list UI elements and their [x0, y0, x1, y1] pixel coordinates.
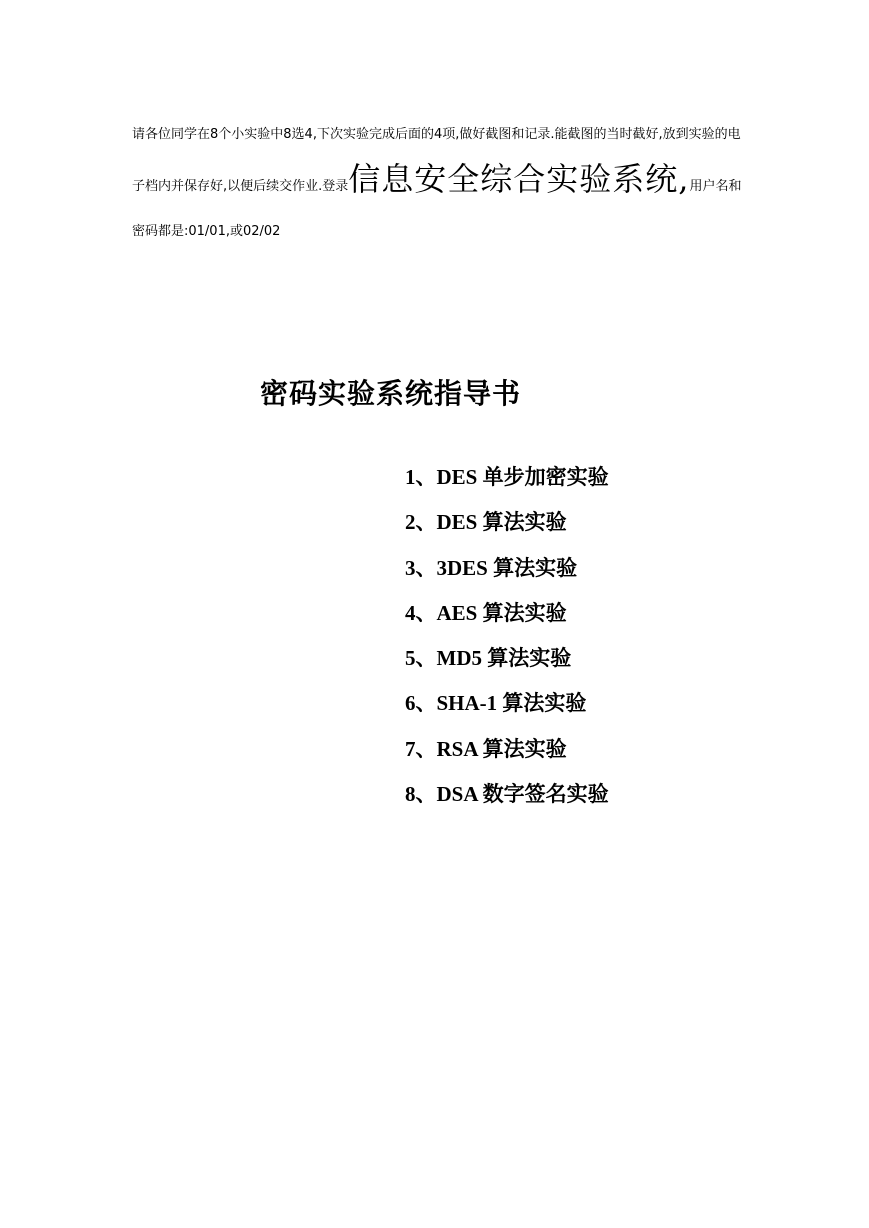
- list-item-8: 8、DSA 数字签名实验: [405, 782, 609, 807]
- list-item-4: 4、AES 算法实验: [405, 600, 567, 625]
- list-item-3: 3、3DES 算法实验: [405, 555, 578, 580]
- list-item-2: 2、DES 算法实验: [405, 510, 567, 535]
- intro-paragraph: [132, 112, 742, 254]
- system-name: 信息安全综合实验系统,: [348, 160, 690, 198]
- list-item-1: 1、DES 单步加密实验: [405, 465, 609, 489]
- intro-text-part2: 用户名和密码都是:01/01,或02/02: [132, 179, 742, 239]
- intro-text-part1: 请各位同学在8个小实验中8选4,下次实验完成后面的4项,做好截图和记录.能截图的当时截好,放到实验的电子档内并保存好,以便后续交作业.登录: [132, 127, 741, 194]
- experiment-list: [405, 455, 609, 817]
- list-item-6: 6、SHA-1 算法实验: [405, 691, 587, 716]
- list-item-7: 7、RSA 算法实验: [405, 736, 567, 761]
- list-item-5: 5、MD5 算法实验: [405, 646, 572, 671]
- document-title: 密码实验系统指导书: [260, 377, 522, 410]
